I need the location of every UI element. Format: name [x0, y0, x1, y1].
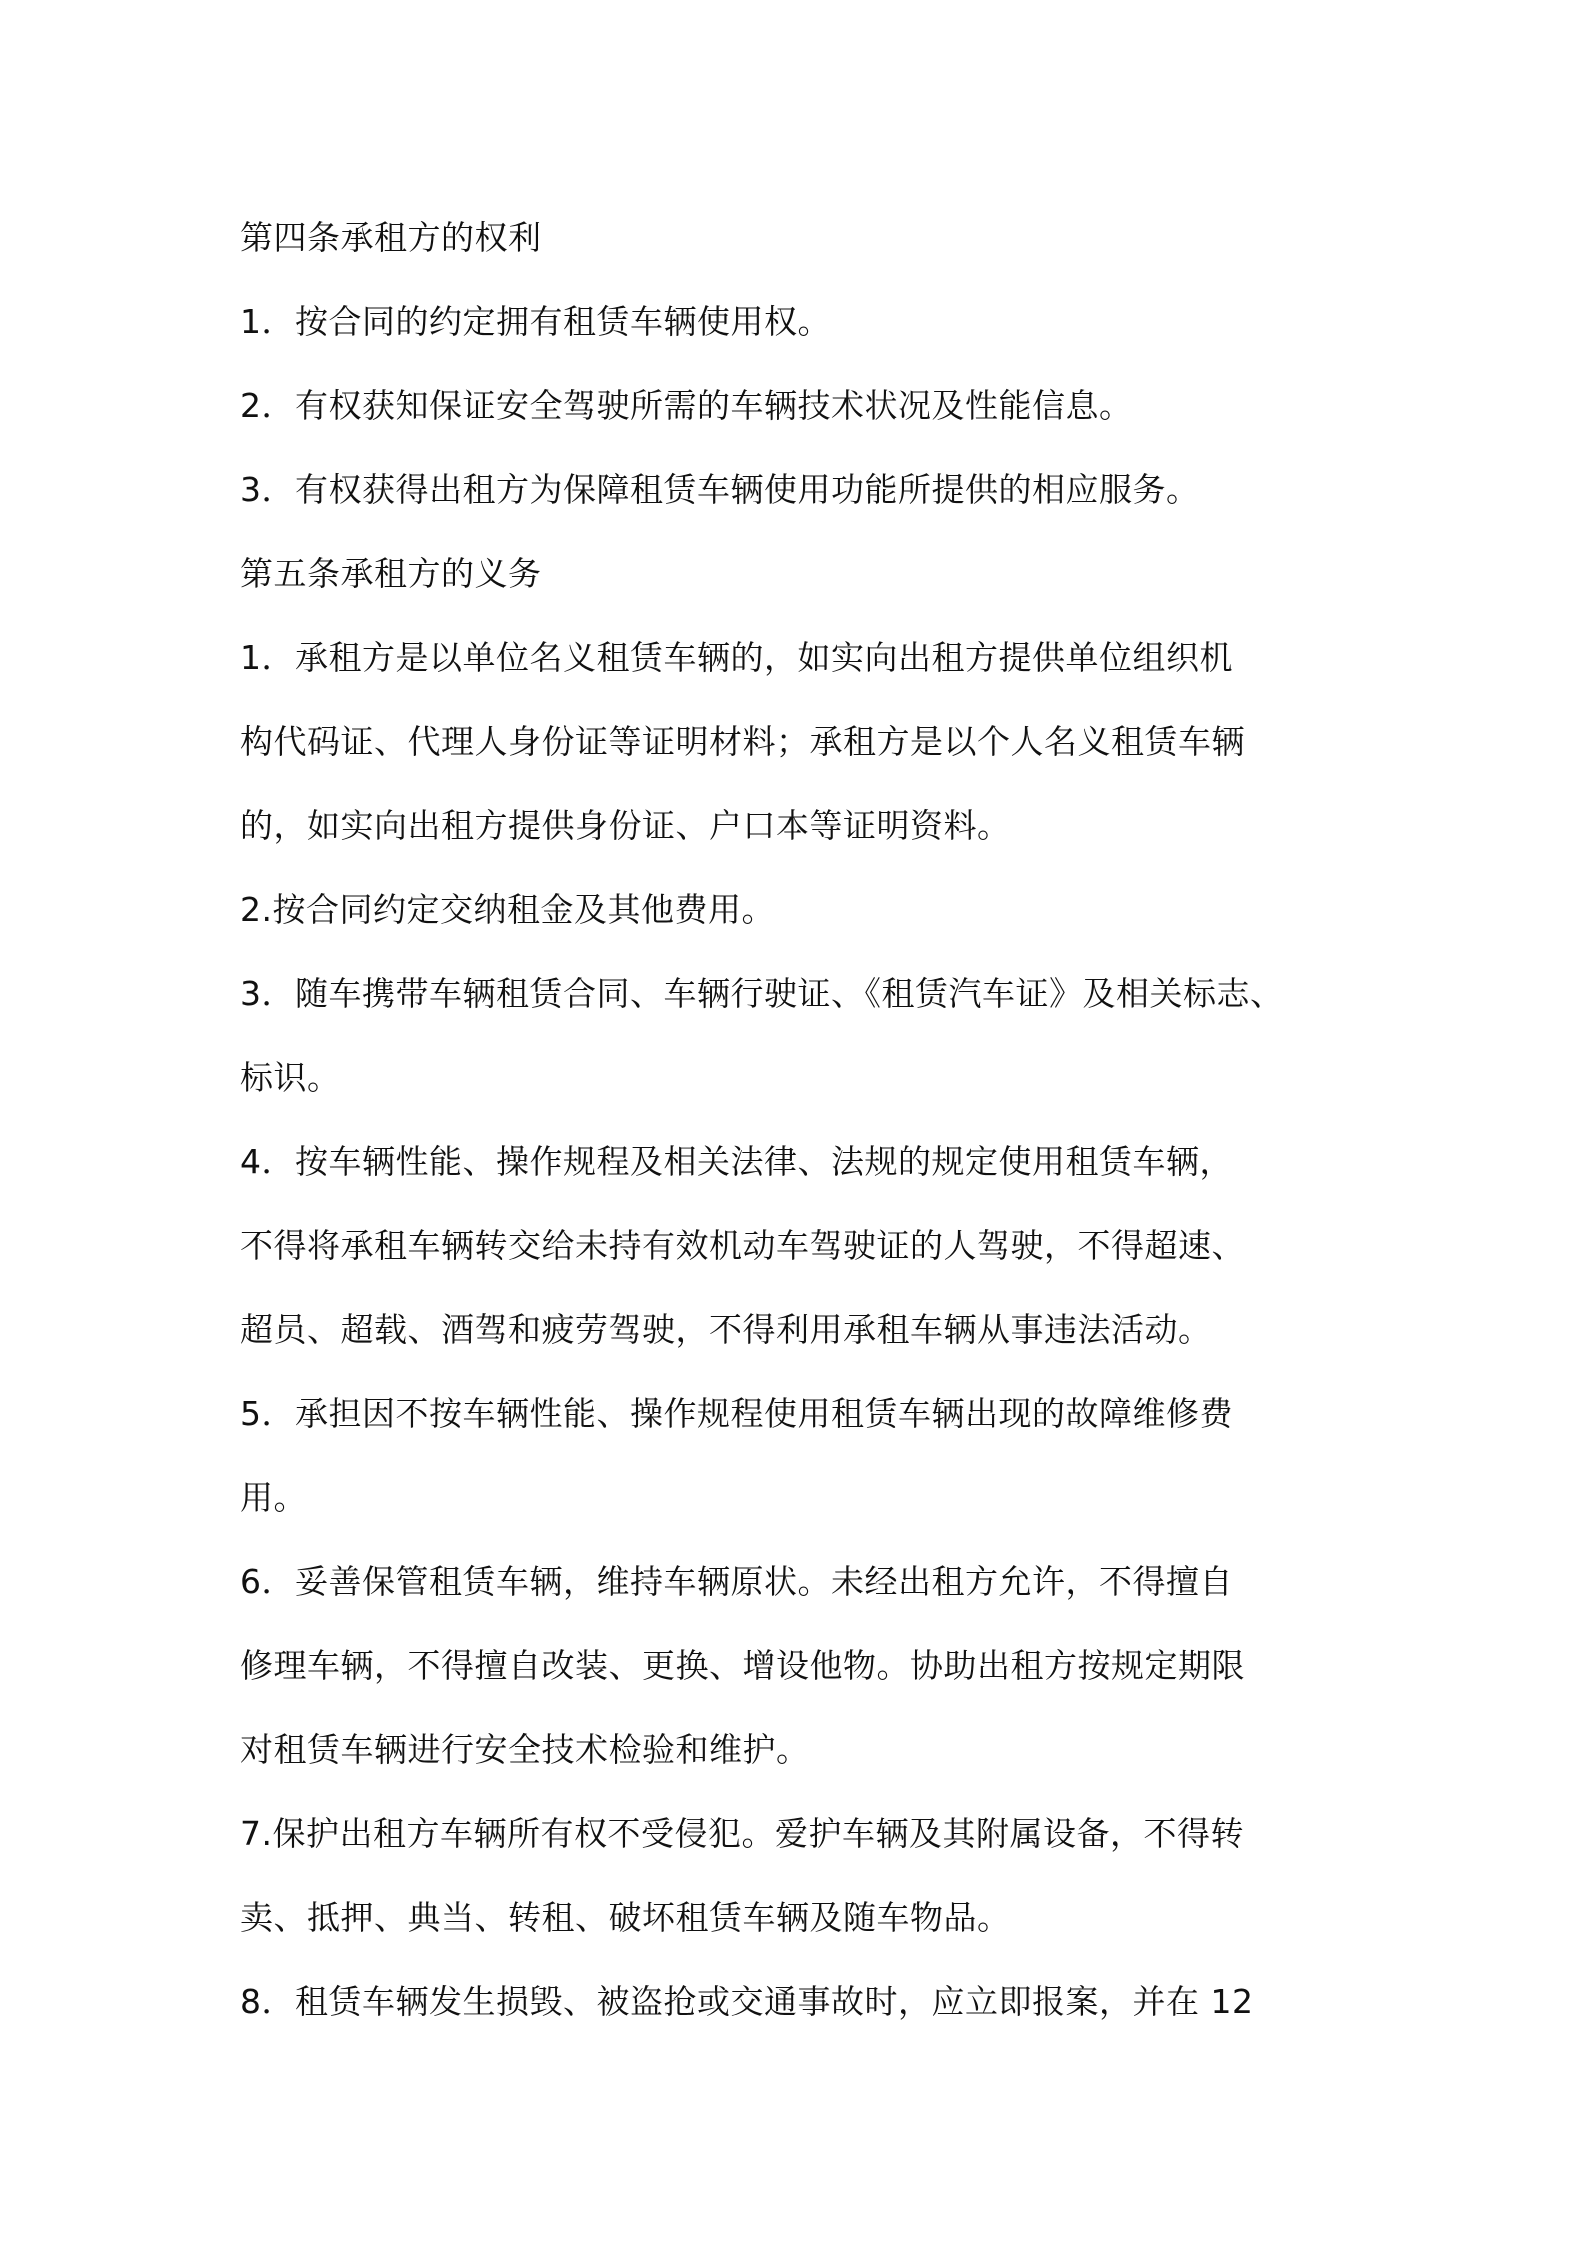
- paragraph-line: 1．承租方是以单位名义租赁车辆的，如实向出租方提供单位组织机: [240, 638, 1233, 677]
- paragraph-line: 的，如实向出租方提供身份证、户口本等证明资料。: [240, 806, 1011, 845]
- section-heading-lessee-rights: 第四条承租方的权利: [240, 218, 542, 257]
- document-body: [240, 196, 1370, 2044]
- paragraph-line: 2.按合同约定交纳租金及其他费用。: [240, 890, 775, 929]
- paragraph-line: 标识。: [240, 1058, 341, 1097]
- paragraph-line: 6．妥善保管租赁车辆，维持车辆原状。未经出租方允许，不得擅自: [240, 1562, 1233, 1601]
- paragraph-line: 不得将承租车辆转交给未持有效机动车驾驶证的人驾驶，不得超速、: [240, 1226, 1245, 1265]
- paragraph-line: 卖、抵押、典当、转租、破坏租赁车辆及随车物品。: [240, 1898, 1011, 1937]
- paragraph-line: 构代码证、代理人身份证等证明材料；承租方是以个人名义租赁车辆: [240, 722, 1245, 761]
- paragraph-line: 4．按车辆性能、操作规程及相关法律、法规的规定使用租赁车辆，: [240, 1142, 1233, 1181]
- paragraph-line: 3．有权获得出租方为保障租赁车辆使用功能所提供的相应服务。: [240, 470, 1200, 509]
- paragraph-line: 2．有权获知保证安全驾驶所需的车辆技术状况及性能信息。: [240, 386, 1133, 425]
- paragraph-line: 7.保护出租方车辆所有权不受侵犯。爱护车辆及其附属设备，不得转: [240, 1814, 1244, 1853]
- paragraph-line: 超员、超载、酒驾和疲劳驾驶，不得利用承租车辆从事违法活动。: [240, 1310, 1212, 1349]
- section-heading-lessee-obligations: 第五条承租方的义务: [240, 554, 542, 593]
- paragraph-line: 1．按合同的约定拥有租赁车辆使用权。: [240, 302, 831, 341]
- paragraph-line: 用。: [240, 1478, 307, 1517]
- paragraph-line: 对租赁车辆进行安全技术检验和维护。: [240, 1730, 810, 1769]
- paragraph-line: 5．承担因不按车辆性能、操作规程使用租赁车辆出现的故障维修费: [240, 1394, 1233, 1433]
- paragraph-line: 修理车辆，不得擅自改装、更换、增设他物。协助出租方按规定期限: [240, 1646, 1245, 1685]
- paragraph-line: 8．租赁车辆发生损毁、被盗抢或交通事故时，应立即报案，并在 12: [240, 1982, 1254, 2021]
- paragraph-line: 3．随车携带车辆租赁合同、车辆行驶证、《租赁汽车证》及相关标志、: [240, 974, 1284, 1013]
